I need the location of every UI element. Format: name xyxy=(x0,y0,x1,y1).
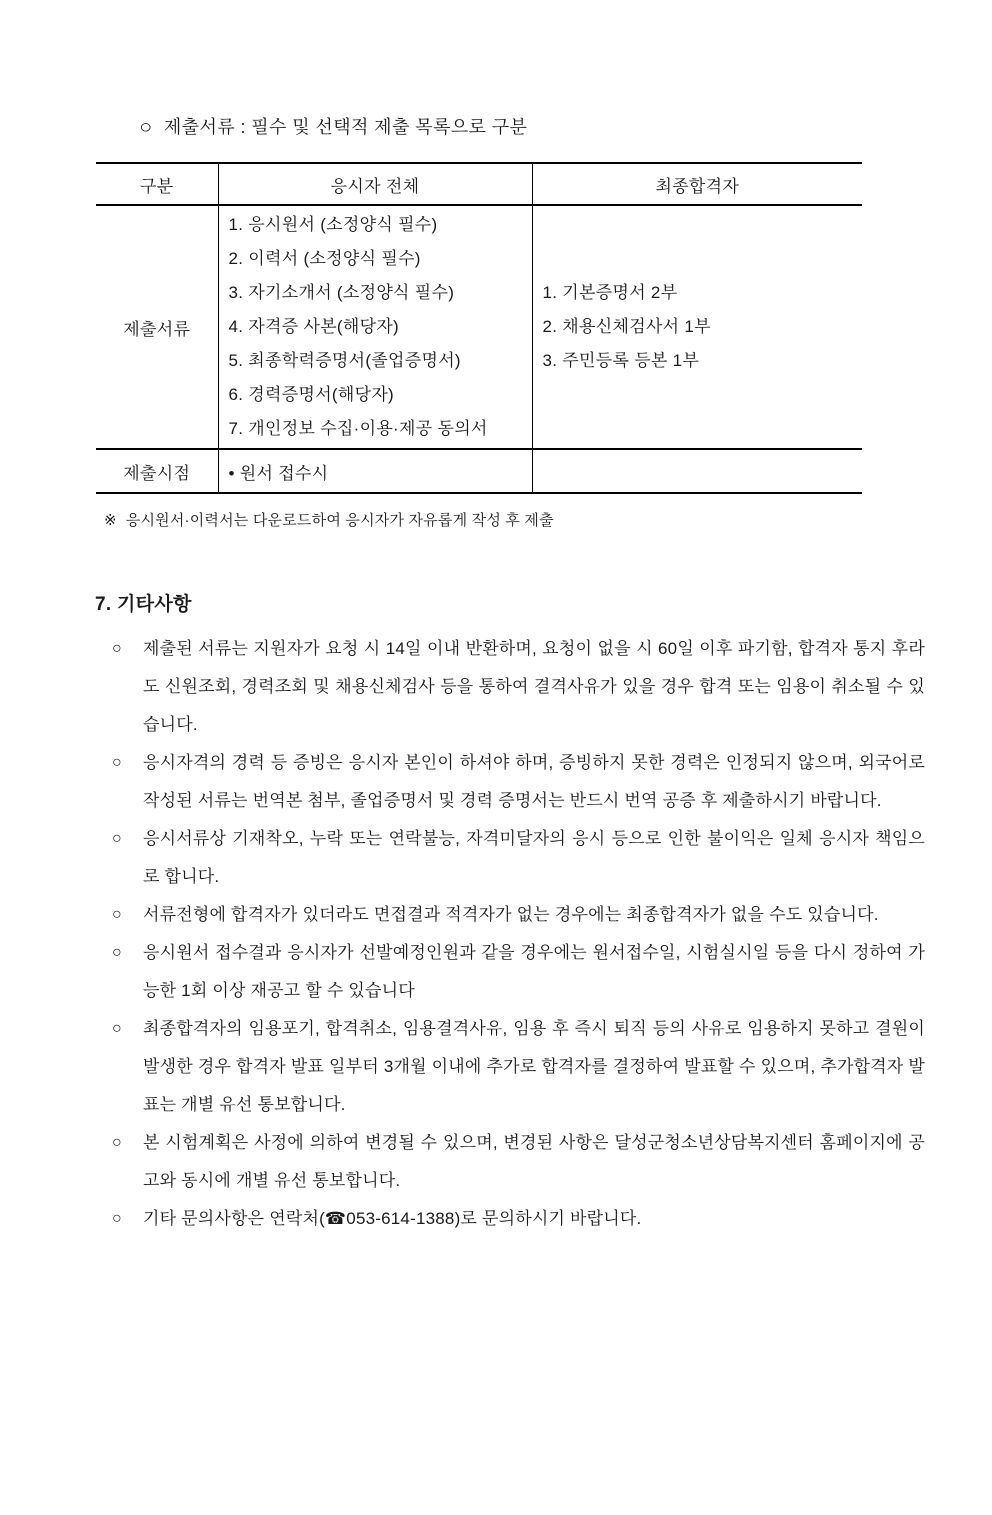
doc-list-item: 2. 채용신체검사서 1부 xyxy=(542,317,711,336)
final-passers-doc-list xyxy=(532,205,862,449)
section-title-etc: 7. 기타사항 xyxy=(95,594,192,615)
doc-list-item: 1. 응시원서 (소정양식 필수) xyxy=(228,215,438,234)
bullet-text: 응시서류상 기재착오, 누락 또는 연락불능, 자격미달자의 응시 등으로 인한 불이익은 일체 응시자 책임으로 합니다. xyxy=(143,829,925,886)
doc-list-item: 5. 최종학력증명서(졸업증명서) xyxy=(228,351,461,370)
circle-bullet-icon: ○ xyxy=(112,906,122,923)
list-item xyxy=(95,744,925,820)
circle-bullet-icon: ○ xyxy=(112,830,122,847)
doc-list-item: 3. 주민등록 등본 1부 xyxy=(542,351,700,370)
reference-mark-icon: ※ xyxy=(104,512,117,529)
bullet-text: 기타 문의사항은 연락처(☎053-614-1388)로 문의하시기 바랍니다. xyxy=(143,1209,642,1228)
list-item xyxy=(95,1124,925,1200)
list-item xyxy=(95,1010,925,1124)
submission-time-value: • 원서 접수시 xyxy=(218,449,532,493)
table-footnote xyxy=(104,510,992,532)
circle-bullet-icon: ○ xyxy=(112,1020,122,1037)
document-page xyxy=(0,112,992,1515)
list-item xyxy=(95,820,925,896)
column-header-all-applicants: 응시자 전체 xyxy=(218,163,532,205)
circle-bullet-icon: ○ xyxy=(112,944,122,961)
list-item xyxy=(95,934,925,1010)
circle-bullet-icon: ○ xyxy=(112,754,122,771)
doc-list-item: 2. 이력서 (소정양식 필수) xyxy=(228,249,421,268)
bullet-text: 최종합격자의 임용포기, 합격취소, 임용결격사유, 임용 후 즉시 퇴직 등의 사유로 임용하지 못하고 결원이 발생한 경우 합격자 발표 일부터 3개월 이내에 추가로 합격자를 결정하여 발표할 수 있으며, 추가합격자 발표는 개별 유선 통보합니다. xyxy=(143,1019,925,1114)
circle-bullet-icon: ○ xyxy=(139,117,153,138)
doc-list-item: 1. 기본증명서 2부 xyxy=(542,283,678,302)
doc-list-item: 7. 개인정보 수집·이용·제공 동의서 xyxy=(228,419,488,438)
doc-list-item: 3. 자기소개서 (소정양식 필수) xyxy=(228,283,455,302)
list-item xyxy=(95,1200,925,1238)
table-row-documents xyxy=(96,205,862,449)
circle-bullet-icon: ○ xyxy=(112,640,122,657)
list-item xyxy=(95,896,925,934)
submission-docs-heading-text: 제출서류 : 필수 및 선택적 제출 목록으로 구분 xyxy=(163,117,528,137)
bullet-text: 제출된 서류는 지원자가 요청 시 14일 이내 반환하며, 요청이 없을 시 60일 이후 파기함, 합격자 통지 후라도 신원조회, 경력조회 및 채용신체검사 등을 통하여 결격사유가 있을 경우 합격 또는 임용이 취소될 수 있습니다. xyxy=(143,639,925,734)
empty-cell xyxy=(532,449,862,493)
etc-bullet-list xyxy=(95,630,925,1238)
submission-docs-heading xyxy=(140,112,992,143)
circle-bullet-icon: ○ xyxy=(112,1210,122,1227)
row-label-documents: 제출서류 xyxy=(96,205,218,449)
row-label-submission-time: 제출시점 xyxy=(123,463,191,483)
bullet-text: 응시원서 접수결과 응시자가 선발예정인원과 같을 경우에는 원서접수일, 시험실시일 등을 다시 정하여 가능한 1회 이상 재공고 할 수 있습니다 xyxy=(143,943,925,1000)
table-row-submission-time xyxy=(96,449,862,493)
bullet-text: 본 시험계획은 사정에 의하여 변경될 수 있으며, 변경된 사항은 달성군청소년상담복지센터 홈페이지에 공고와 동시에 개별 유선 통보합니다. xyxy=(143,1133,925,1190)
circle-bullet-icon: ○ xyxy=(112,1134,122,1151)
column-header-category: 구분 xyxy=(96,163,218,205)
doc-list-item: 4. 자격증 사본(해당자) xyxy=(228,317,400,336)
doc-list-item: 6. 경력증명서(해당자) xyxy=(228,385,394,404)
list-item xyxy=(95,630,925,744)
column-header-final-passers: 최종합격자 xyxy=(532,163,862,205)
table-header-row xyxy=(96,163,862,205)
table-footnote-text: 응시원서·이력서는 다운로드하여 응시자가 자유롭게 작성 후 제출 xyxy=(125,512,554,529)
submission-documents-table xyxy=(96,162,862,494)
bullet-text: 서류전형에 합격자가 있더라도 면접결과 적격자가 없는 경우에는 최종합격자가 없을 수도 있습니다. xyxy=(143,905,879,924)
all-applicants-doc-list xyxy=(218,205,532,449)
bullet-text: 응시자격의 경력 등 증빙은 응시자 본인이 하셔야 하며, 증빙하지 못한 경력은 인정되지 않으며, 외국어로 작성된 서류는 번역본 첨부, 졸업증명서 및 경력 증명서는 반드시 번역 공증 후 제출하시기 바랍니다. xyxy=(143,753,925,810)
